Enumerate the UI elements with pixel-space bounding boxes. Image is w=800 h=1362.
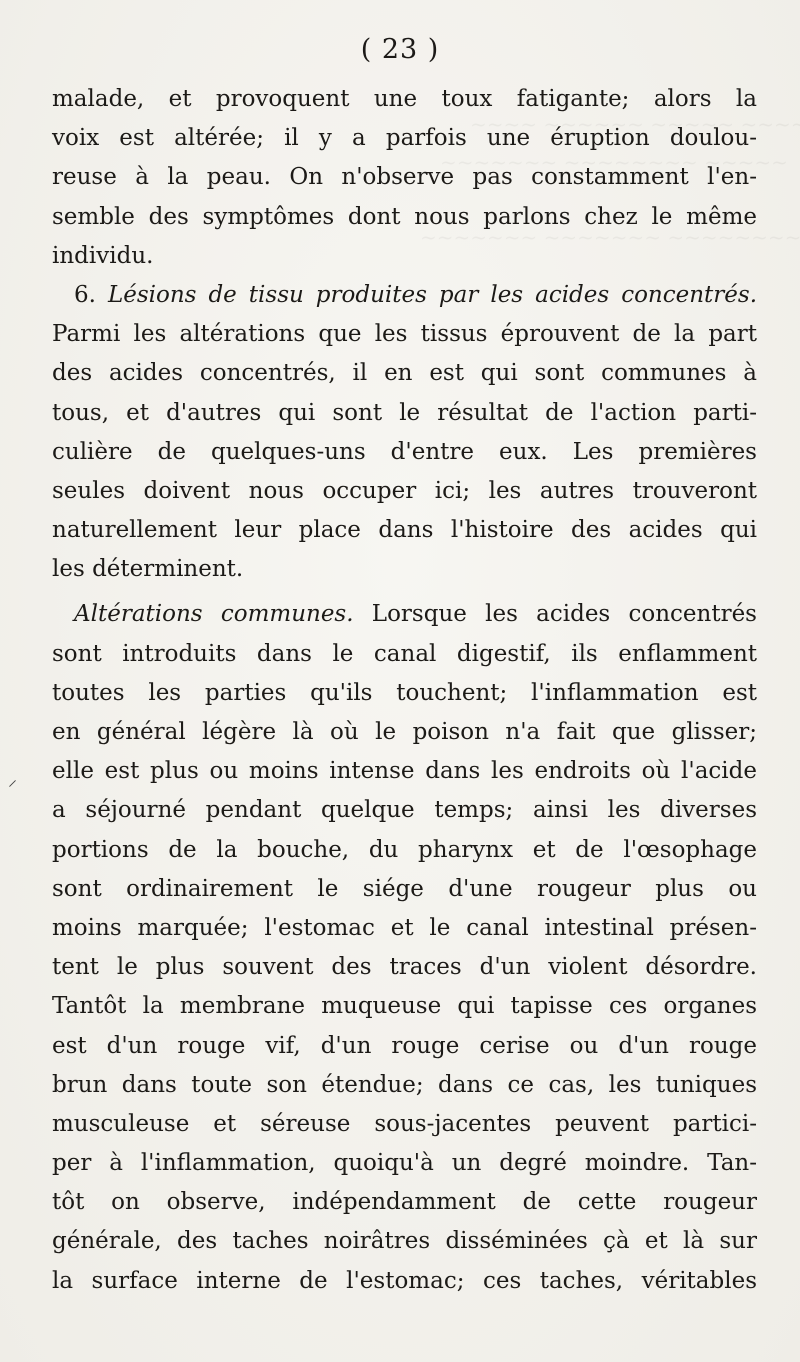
text-line: semble des symptômes dont nous parlons chez le même (52, 203, 757, 230)
text-line: sont ordinairement le siége d'une rougeur plus ou (52, 875, 757, 902)
text-line: Parmi les altérations que les tissus éprouvent de la part (52, 321, 757, 348)
subsection-title: Altérations communes. (74, 601, 354, 628)
section-title: Lésions de tissu produites par les acides concentrés. (107, 281, 758, 308)
margin-tick-mark: ⸍ (8, 777, 17, 798)
text-line: voix est altérée; il y a parfois une éruption doulou- (52, 125, 757, 152)
text-line: elle est plus ou moins intense dans les endroits où l'acide (52, 758, 757, 785)
text-line: culière de quelques-uns d'entre eux. Les premières (52, 438, 757, 465)
text-line: est d'un rouge vif, d'un rouge cerise ou d'un rouge (52, 1032, 757, 1059)
text-line: naturellement leur place dans l'histoire des acides qui (52, 517, 757, 544)
text-line: musculeuse et séreuse sous-jacentes peuvent partici- (52, 1110, 757, 1137)
text-line: Tantôt la membrane muqueuse qui tapisse ces organes (52, 993, 757, 1020)
text-line: sont introduits dans le canal digestif, ils enflamment (52, 640, 757, 667)
text-line: la surface interne de l'estomac; ces taches, véritables (52, 1267, 757, 1294)
text-line: moins marquée; l'estomac et le canal intestinal présen- (52, 914, 757, 941)
page-number: ( 23 ) (360, 34, 440, 65)
text-line: malade, et provoquent une toux fatigante; alors la (52, 86, 757, 112)
text-line: les déterminent. (52, 556, 244, 583)
text-line: tous, et d'autres qui sont le résultat de l'action parti- (52, 399, 757, 426)
text-line: tôt on observe, indépendamment de cette rougeur (52, 1189, 757, 1216)
text-line: brun dans toute son étendue; dans ce cas, les tuniques (52, 1071, 757, 1098)
text-line: seules doivent nous occuper ici; les autres trouveront (52, 477, 757, 504)
text-line: en général légère là où le poison n'a fait que glisser; (52, 719, 757, 745)
text-line: tent le plus souvent des traces d'un violent désordre. (52, 954, 757, 981)
text-line: individu. (52, 242, 154, 269)
section-heading-6: 6. Lésions de tissu produites par les acides concentrés. (74, 281, 758, 308)
text-line: générale, des taches noirâtres disséminées çà et là sur (52, 1228, 757, 1255)
text-line: per à l'inflammation, quoiqu'à un degré moindre. Tan- (52, 1150, 757, 1177)
subsection-heading: Altérations communes. Lorsque les acides concentrés (74, 601, 757, 628)
text-line: toutes les parties qu'ils touchent; l'inflammation est (52, 679, 757, 706)
text-line: reuse à la peau. On n'observe pas constamment l'en- (52, 164, 757, 191)
body-text (52, 80, 757, 1301)
text-line: des acides concentrés, il en est qui sont communes à (52, 360, 757, 387)
text-line: a séjourné pendant quelque temps; ainsi les diverses (52, 797, 757, 824)
text-line: portions de la bouche, du pharynx et de l'œsophage (52, 836, 757, 863)
